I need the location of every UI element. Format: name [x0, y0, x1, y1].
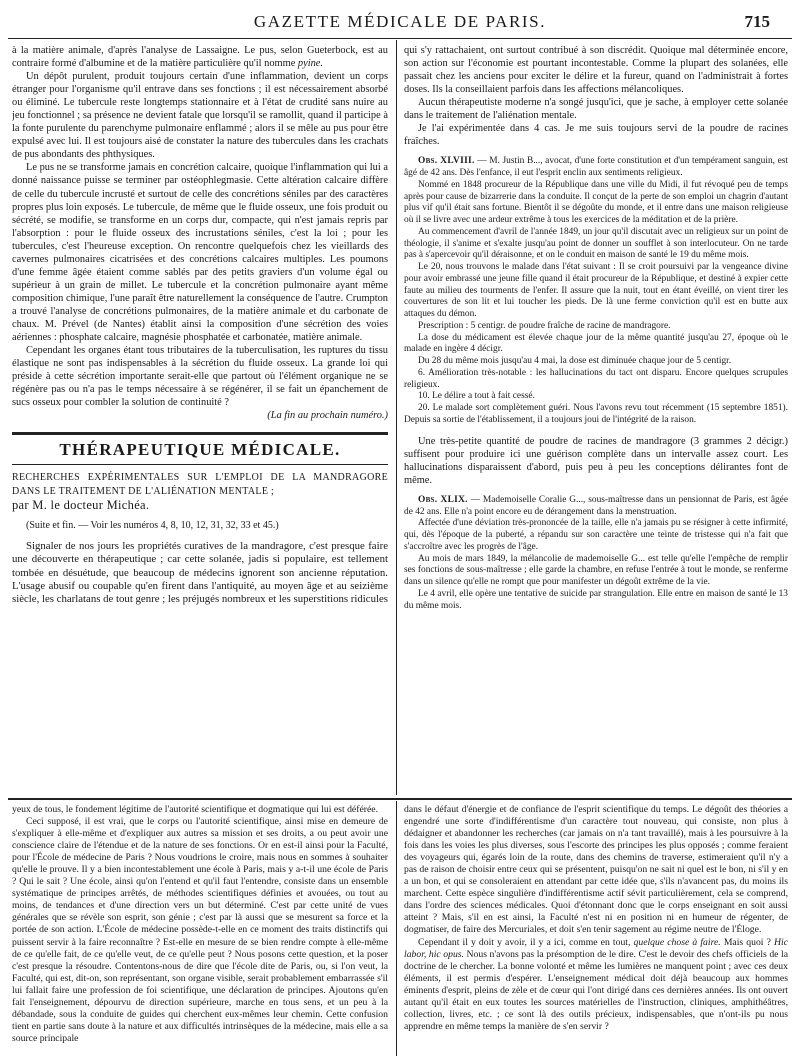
- paragraph: Ceci supposé, il est vrai, que le corps ou l'autorité scientifique, ainsi mise en demeure de s'expliquer à elle-même et d'expliquer aux autres sa mission et ses droits, a ou peut avoir une conscience claire de l'étendue et de la nature de ses fonctions. Or en est-il ainsi pour la Faculté, pour l'École de médecine de Paris ? Nous voudrions le croire, mais nous en sommes à souhaiter qu'elle le prouve. Il y a bien incontestablement une école à Paris, mais y a-t-il une école de Paris ? Qui le sait ? Une école, ainsi qu'on l'entend et qu'il faut l'entendre, consiste dans un ensemble systématique de principes arrêtés, de méthodes scientifiques définies et avouées, ou tout au moins, de tendances et d'une direction vers un but déterminé. C'est par cette unité de vues générales que se révèle son esprit, son génie ; c'est par là aussi que se mesurent sa force et la portée de son action. L'École de médecine possède-t-elle en ce moment des traits distinctifs qui puissent servir à la faire reconnaître ? Est-elle en mesure de se bien rendre compte à elle-même de ce qu'elle fait, de ce qu'elle veut, de ce qu'elle peut ? Nous posons cette question, et la poser c'est presque la résoudre. Contentons-nous de dire que l'école dite de Paris, ou, si l'on veut, la Faculté, qui est, dit-on, son représentant, son organe visible, serait probablement embarrassée s'il lui fallait faire une profession de foi scientifique, une déclaration de principes. Ajoutons qu'en fait l'enseignement, dépourvu de direction supérieure, marche en tous sens, et un peu à la débandade, sous la conduite de guides qui cherchent eux-mêmes leur chemin. Cette confusion tient en partie sans doute à la nature et aux difficultés intrinsèques de la médecine, mais elle a sa source principale: [12, 816, 388, 1044]
- paragraph: dans le défaut d'énergie et de confiance de l'esprit scientifique du temps. Le dégoût des théories a engendré une sorte d'indifférentisme d'un caractère tout nouveau, qui consiste, non plus à dédaigner et abandonner les recherches (car jamais on n'a tant travaillé), mais à les poursuivre à la fois dans les voies les plus diverses, sous l'escorte des principes les plus opposés ; comme feraient des voyageurs qui, égarés loin de la route, dans des chemins de traverse, estimeraient qu'il n'y a pas de raison de choisir entre ceux qui se présentent, puisqu'on ne sait ni quel est le bon, ni s'il y en a un bon, et qui se consoleraient en attendant par cette idée que, s'ils n'avancent pas, du moins ils marchent. Cette espèce singulière d'indifférentisme actif sévit particulièrement, cela se comprend, dans l'ordre des sciences médicales. Quoi d'étonnant donc que le corps enseignant en soit aussi atteint ? Mais, s'il en est ainsi, la Faculté n'est ni en position ni en humeur de régenter, de dogmatiser, de faire des Mercuriales, et doit s'en tenir sagement au régime neutre de l'Éloge.: [404, 804, 788, 936]
- observation-line: 10. Le délire a tout à fait cessé.: [418, 391, 535, 402]
- article-title: RECHERCHES EXPÉRIMENTALES SUR L'EMPLOI DE LA MANDRAGORE DANS LE TRAITEMENT DE L'ALIÉNATION MENTALE ; par M. le docteur Michéa.: [12, 472, 388, 513]
- paragraph: Aucun thérapeutiste moderne n'a songé jusqu'ici, que je sache, à employer cette solanée dans le traitement de l'aliénation mentale.: [404, 97, 788, 122]
- section-title: THÉRAPEUTIQUE MÉDICALE.: [59, 440, 341, 460]
- header-rule: [8, 38, 792, 39]
- paragraph: Signaler de nos jours les propriétés curatives de la mandragore, c'est presque faire une découverte en thérapeutique ; car cette solanée, jadis si populaire, est tellement tombée en désuétude, que beaucoup de médecins ignorent son ancienne réputation. L'usage abusif ou coupable qu'en firent dans l'antiquité, au moyen âge et au seizième siècle, les charlatans de tout genre ; les préjugés nombreux et les superstitions ridicules: [12, 539, 388, 606]
- paragraph: Cependant les organes étant tous tributaires de la tuberculisation, les ruptures du tissu élastique ne sont pas indispensables à la sécrétion du fluide osseux. La grande loi qui préside à cette sécrétion importante serait-elle que partout où l'élément organique ne se régénère pas ou n'a pas le temps nécessaire à se régénérer, il se fait un épanchement de sucs osseux pour combler la solution de continuité ?: [12, 345, 388, 409]
- observation-line: Au mois de mars 1849, la mélancolie de mademoiselle G... est telle qu'elle l'empêche de remplir ses fonctions de sous-maîtresse ; elle garde la chambre, en refuse l'entrée à tout le monde, se renferme dans un silence qu'elle ne rompt que pour manifester un dégoût extrême de la vie.: [404, 553, 788, 588]
- observation-line: Affectée d'une déviation très-prononcée de la taille, elle n'a jamais pu se résigner à cette infirmité, qui, dès l'époque de la puberté, a répandu sur son caractère une teinte de tristesse qui n'a fait que s'accroître avec les progrès de l'âge.: [404, 518, 788, 552]
- page-header: [0, 10, 800, 36]
- observation-line: Du 28 du même mois jusqu'au 4 mai, la dose est diminuée chaque jour de 5 centigr.: [418, 356, 732, 367]
- feuilleton-left-column: [12, 804, 388, 1056]
- observation-line: La dose du médicament est élevée chaque jour de la même quantité jusqu'au 27, époque où le malade en ingère 4 décigr.: [404, 332, 788, 355]
- observation-48: [404, 156, 788, 426]
- paragraph: Le pus ne se transforme jamais en concrétion calcaire, quoique l'inflammation qui lui a donné naissance puisse se terminer par ostéophlegmasie. Cette altération calcaire diffère de celle du tubercule incrusté et surtout de celle des concrétions séniles par des caractères propres plus loin exposés. Le tubercule, de même que le fluide osseux, une fois produit ou sécrété, se modifie, se transforme en un corps dur, compacte, qui n'est jamais repris par l'absorption : pour le fluide osseux des incrustations séniles, c'est la loi ; pour les tubercules, c'est l'heureuse exception. On rencontre quelquefois chez les vieillards des cavernes pulmonaires cicatrisées et des concrétions calcaires multiples. Les poumons d'une femme âgée étaient comme sablés par des petits graviers d'un volume égal ou supérieur à un grain de millet. Le tubercule et la concrétion pulmonaire ayant même composition chimique, l'une paraît être naturellement la conséquence de l'autre. Crumpton a trouvé l'analyse de concrétions pulmonaires, de la matière animale et du carbonate de chaux. M. Prével (de Nantes) établit ainsi la composition d'une sécrétion des voies aériennes : phosphate calcaire, magnésie phosphatée et carbonatée, matière animale.: [12, 162, 388, 344]
- page-number: 715: [744, 12, 770, 31]
- right-column-top: [404, 44, 788, 794]
- observation-line: 6. Amélioration très-notable : les hallucinations du tact ont disparu. Encore quelques scrupules religieux.: [404, 367, 788, 390]
- observation-intro: Obs. XLVIII. — M. Justin B..., avocat, d'une forte constitution et d'un tempérament sanguin, est âgé de 42 ans. Dès l'enfance, il eut l'esprit enclin aux sentiments religieux.: [404, 156, 788, 179]
- section-rule-thin: [12, 464, 388, 465]
- article-suite-note: (Suite et fin. — Voir les numéros 4, 8, 10, 12, 31, 32, 33 et 45.): [26, 519, 279, 531]
- observation-line: Prescription : 5 centigr. de poudre fraîche de racine de mandragore.: [418, 320, 671, 331]
- observation-49: [404, 495, 788, 613]
- paragraph: Un dépôt purulent, produit toujours certain d'une inflammation, devient un corps étranger pour l'organisme qu'il entrave dans ses fonctions ; il est nécessairement absorbé ou éliminé. Le tubercule reste longtemps stationnaire et à l'état de crudité sans nuire au jeu fonctionnel ; sa présence ne devient fatale que lorsqu'il se ramollit, quand il participe à la fonte purulente du parenchyme pulmonaire enflammé ; alors il se mêle au pus pour être expulsé avec lui. Il est toujours aisé de constater la nature des tubercules dans les crachats de pus abondants des phthysiques.: [12, 71, 388, 161]
- feuilleton-right-column: [404, 804, 788, 1056]
- section-rule: [12, 432, 388, 435]
- column-divider-top: [396, 40, 397, 795]
- paragraph: qui s'y rattachaient, ont surtout contribué à son discrédit. Quoique mal déterminée encore, son action sur l'économie est pourtant incontestable. Comme la plupart des solanées, elle passait chez les anciens pour exciter le délire et la fureur, quand on l'administrait à fortes doses. Ils la conseillaient parfois dans les affections mélancoliques.: [404, 45, 788, 96]
- paragraph: Une très-petite quantité de poudre de racines de mandragore (3 grammes 2 décigr.) suffisent pour produire ici une guérison complète dans un intervalle assez court. Les hallucinations disparaissent d'abord, puis peu à peu les conceptions délirantes font de même.: [404, 435, 788, 486]
- observation-line: Nommé en 1848 procureur de la République dans une ville du Midi, il fut révoqué peu de temps après pour cause de bizarrerie dans la conduite. Il conçut de la perte de son emploi un chagrin d'autant plus vif qu'il était sans fortune. Bientôt il se dégoûte du monde, et il entre dans une maison religieuse où il se livre avec une ardeur extrême à tous les exercices de la méditation et de la prière.: [404, 179, 788, 226]
- continuation-note: (La fin au prochain numéro.): [267, 410, 388, 422]
- observation-line: Le 4 avril, elle opère une tentative de suicide par strangulation. Elle entre en maison de santé le 13 du même mois.: [404, 588, 788, 611]
- article-author: par M. le docteur Michéa.: [12, 498, 150, 513]
- observation-line: Le 20, nous trouvons le malade dans l'état suivant : Il se croit poursuivi par la vengeance divine pour avoir embrassé une jeune fille quand il était procureur de la République, et destiné à expier cette faute au milieu des tourments de l'enfer. Il assure que la nuit, tout en étant éveillé, on vient tirer les couvertures de son lit et lui toucher les pieds. De là une ferme conviction qu'il est en butte aux attaques du démon.: [404, 262, 788, 320]
- paragraph: à la matière animale, d'après l'analyse de Lassaigne. Le pus, selon Gueterbock, est au contraire formé d'albumine et de la matière particulière qu'il nomme pyine.: [12, 45, 388, 70]
- observation-intro: Obs. XLIX. — Mademoiselle Coralie G..., sous-maîtresse dans un pensionnat de Paris, est âgée de 42 ans. Elle n'a point encore eu de dérangement dans la menstruation.: [404, 494, 788, 517]
- observation-line: Au commencement d'avril de l'année 1849, un jour qu'il discutait avec un religieux sur un point de théologie, il s'anime et s'exalte jusqu'au point de donner un soufflet à son interlocuteur. On ne tarde pas à s'apercevoir qu'il déraisonne, et on le conduit en maison de santé le 19 du même mois.: [404, 226, 788, 261]
- left-column-top: [12, 44, 388, 794]
- observation-line: 20. Le malade sort complètement guéri. Nous l'avons revu tout récemment (15 septembre 1851). Depuis sa sortie de l'établissement, il a toujours joui de l'intégrité de la raison.: [404, 403, 788, 425]
- journal-title: GAZETTE MÉDICALE DE PARIS.: [253, 12, 547, 31]
- feuilleton-rule: [8, 798, 792, 800]
- paragraph: yeux de tous, le fondement légitime de l'autorité scientifique et dogmatique qui lui est déférée.: [12, 804, 378, 815]
- column-divider-bottom: [396, 801, 397, 1056]
- paragraph: Cependant il y doit y avoir, il y a ici, comme en tout, quelque chose à faire. Mais quoi ? Hic labor, hic opus. Nous n'avons pas la présomption de le dire. C'est le devoir des chefs officiels de la doctrine de le chercher. La bonne volonté et même les lumières ne manquent point ; avec ces deux éléments, il est permis d'espérer. L'enseignement médical doit déjà beaucoup aux hommes éminents d'esprit, pleins de zèle et de cœur qui l'ont dirigé dans ces dernières années. Ils ont ouvert autant qu'il était en eux toutes les sources matérielles de l'instruction, cliniques, amphithéâtres, collection, livres, etc. ; ce sont là des outils précieux, indispensables, que n'ont-ils pu nous apprendre en même temps la manière de s'en servir ?: [404, 936, 788, 1032]
- paragraph: Je l'ai expérimentée dans 4 cas. Je me suis toujours servi de la poudre de racines fraîches.: [404, 123, 788, 148]
